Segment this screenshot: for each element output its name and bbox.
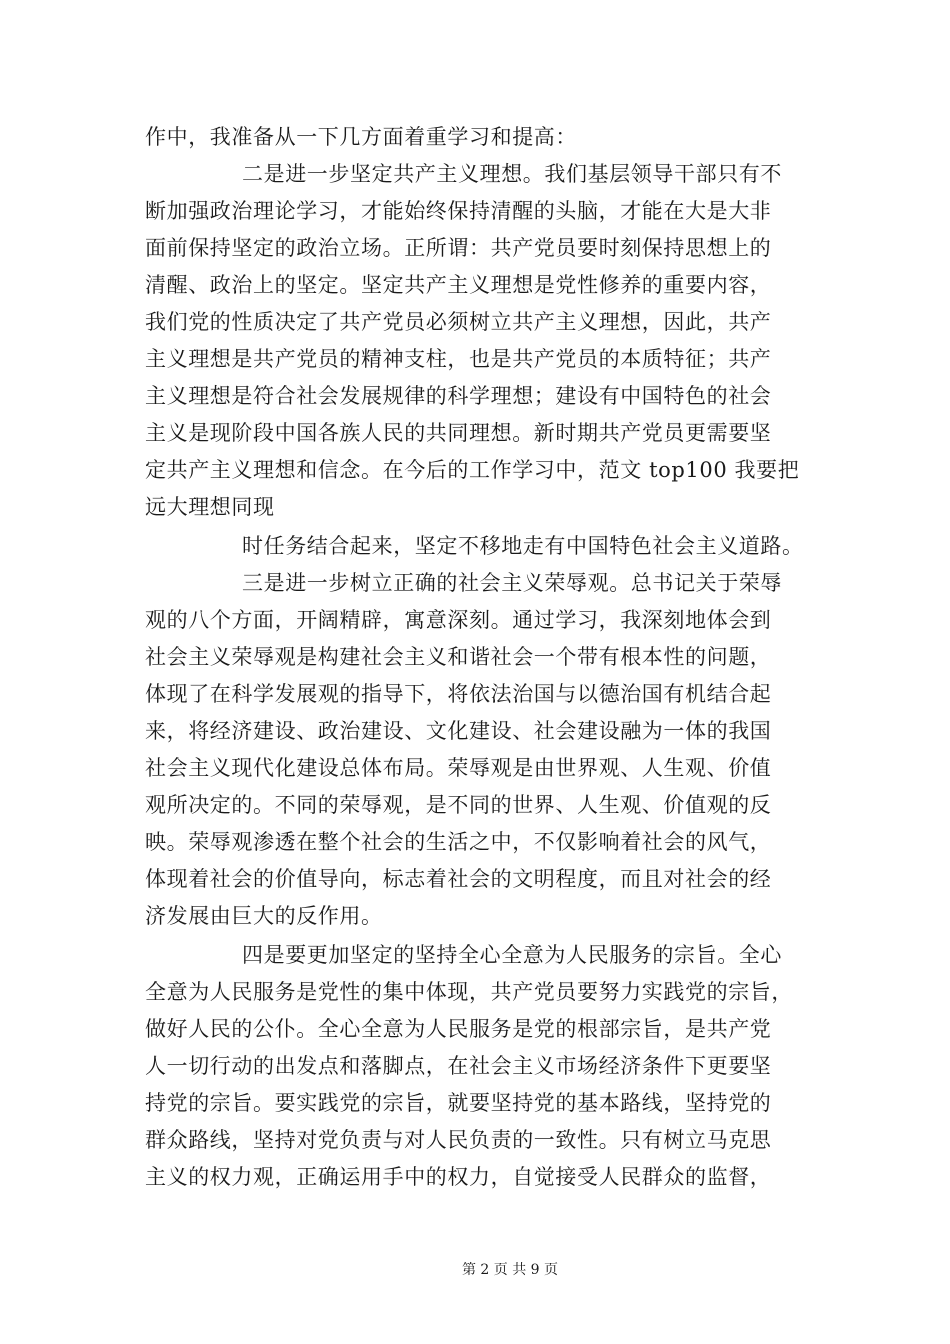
text-line: 社会主义现代化建设总体布局。荣辱观是由世界观、人生观、价值 [145,756,772,780]
text-line: 观所决定的。不同的荣辱观，是不同的世界、人生观、价值观的反 [145,793,772,817]
text-line: 面前保持坚定的政治立场。正所谓：共产党员要时刻保持思想上的 [145,236,772,260]
text-line: 定共产主义理想和信念。在今后的工作学习中，范文 top100 我要把 [145,458,800,482]
text-line: 主义是现阶段中国各族人民的共同理想。新时期共产党员更需要坚 [145,421,772,445]
text-line: 映。荣辱观渗透在整个社会的生活之中，不仅影响着社会的风气， [145,830,772,854]
text-line: 社会主义荣辱观是构建社会主义和谐社会一个带有根本性的问题， [145,645,772,669]
paragraph-start: 三是进一步树立正确的社会主义荣辱观。总书记关于荣辱 [242,571,782,595]
text-line: 体现了在科学发展观的指导下，将依法治国与以德治国有机结合起 [145,682,772,706]
text-line: 作中，我准备从一下几方面着重学习和提高： [145,125,577,149]
text-line: 远大理想同现 [145,495,275,519]
text-line: 来，将经济建设、政治建设、文化建设、社会建设融为一体的我国 [145,719,772,743]
text-line: 清醒、政治上的坚定。坚定共产主义理想是党性修养的重要内容， [145,273,772,297]
page-number-footer: 第 2 页 共 9 页 [461,1262,559,1278]
text-line: 我们党的性质决定了共产党员必须树立共产主义理想，因此，共产 [145,310,772,334]
text-line: 济发展由巨大的反作用。 [145,904,383,928]
text-line: 人一切行动的出发点和落脚点，在社会主义市场经济条件下更要坚 [145,1054,772,1078]
text-line: 持党的宗旨。要实践党的宗旨，就要坚持党的基本路线，坚持党的 [145,1091,772,1115]
text-line: 做好人民的公仆。全心全意为人民服务是党的根部宗旨，是共产党 [145,1017,772,1041]
text-line: 主义的权力观，正确运用手中的权力，自觉接受人民群众的监督， [145,1165,772,1189]
text-line: 全意为人民服务是党性的集中体现，共产党员要努力实践党的宗旨， [145,980,793,1004]
text-line: 观的八个方面，开阔精辟，寓意深刻。通过学习，我深刻地体会到 [145,608,772,632]
text-line: 体现着社会的价值导向，标志着社会的文明程度，而且对社会的经 [145,867,772,891]
paragraph-start: 二是进一步坚定共产主义理想。我们基层领导干部只有不 [242,162,782,186]
text-line: 群众路线，坚持对党负责与对人民负责的一致性。只有树立马克思 [145,1128,772,1152]
paragraph-start: 四是要更加坚定的坚持全心全意为人民服务的宗旨。全心 [242,943,782,967]
text-line: 断加强政治理论学习，才能始终保持清醒的头脑，才能在大是大非 [145,199,772,223]
text-line: 主义理想是共产党员的精神支柱，也是共产党员的本质特征；共产 [145,347,772,371]
text-line: 主义理想是符合社会发展规律的科学理想；建设有中国特色的社会 [145,384,772,408]
paragraph-start: 时任务结合起来，坚定不移地走有中国特色社会主义道路。 [242,534,804,558]
